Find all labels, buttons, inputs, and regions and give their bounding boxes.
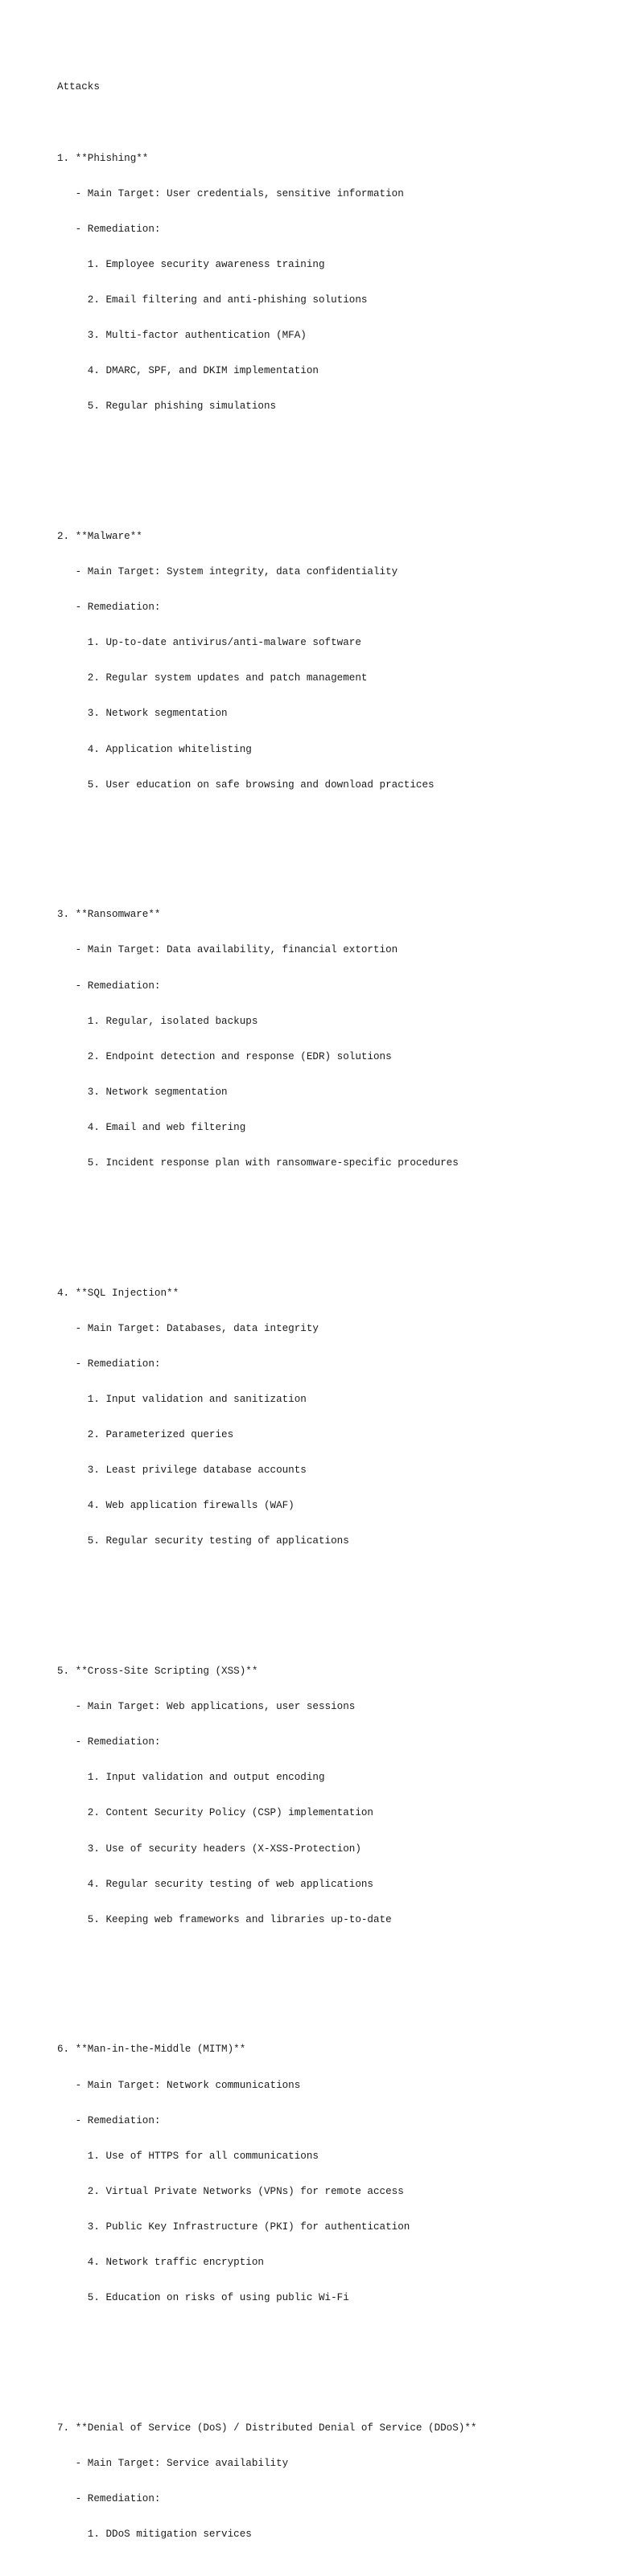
remediation-item: 3. Network segmentation bbox=[57, 1086, 228, 1098]
remediation-label: - Remediation: bbox=[57, 980, 161, 992]
attack-title: 6. **Man-in-the-Middle (MITM)** bbox=[57, 2044, 246, 2056]
blank-line bbox=[57, 838, 602, 850]
blank-line bbox=[57, 1595, 602, 1607]
remediation-item: 1. DDoS mitigation services bbox=[57, 2529, 252, 2541]
remediation-item: 2. Parameterized queries bbox=[57, 1429, 234, 1441]
document-page bbox=[57, 58, 602, 2576]
remediation-item: 5. Regular security testing of applications bbox=[57, 1535, 349, 1547]
remediation-item: 3. Network segmentation bbox=[57, 708, 228, 720]
remediation-label: - Remediation: bbox=[57, 1736, 161, 1748]
remediation-label: - Remediation: bbox=[57, 2492, 161, 2504]
remediation-item: 1. Input validation and output encoding bbox=[57, 1772, 325, 1784]
attack-section-malware bbox=[57, 507, 602, 815]
main-target: - Main Target: User credentials, sensitive information bbox=[57, 187, 404, 199]
remediation-item: 2. Regular system updates and patch management bbox=[57, 672, 368, 684]
attack-section-ransomware bbox=[57, 885, 602, 1193]
remediation-item: 4. Web application firewalls (WAF) bbox=[57, 1500, 295, 1512]
remediation-item: 2. Email filtering and anti-phishing solutions bbox=[57, 294, 368, 306]
remediation-item: 3. Public Key Infrastructure (PKI) for authentication bbox=[57, 2221, 410, 2233]
attack-section-ddos bbox=[57, 2398, 602, 2564]
main-target: - Main Target: Network communications bbox=[57, 2079, 301, 2091]
main-target: - Main Target: Service availability bbox=[57, 2457, 289, 2469]
blank-line bbox=[57, 460, 602, 472]
attack-section-mitm bbox=[57, 2020, 602, 2327]
remediation-item: 3. Multi-factor authentication (MFA) bbox=[57, 330, 307, 342]
remediation-item: 4. Network traffic encryption bbox=[57, 2256, 264, 2268]
blank-line bbox=[57, 2352, 602, 2364]
blank-line bbox=[57, 1973, 602, 1985]
remediation-label: - Remediation: bbox=[57, 2114, 161, 2126]
remediation-label: - Remediation: bbox=[57, 1358, 161, 1370]
attack-section-phishing bbox=[57, 129, 602, 436]
remediation-item: 1. Employee security awareness training bbox=[57, 258, 325, 270]
remediation-item: 5. Education on risks of using public Wi-Fi bbox=[57, 2292, 349, 2304]
blank-line bbox=[57, 1216, 602, 1228]
attack-title: 5. **Cross-Site Scripting (XSS)** bbox=[57, 1666, 258, 1678]
remediation-item: 2. Virtual Private Networks (VPNs) for remote access bbox=[57, 2185, 404, 2197]
document-heading: Attacks bbox=[57, 81, 100, 93]
remediation-item: 1. Input validation and sanitization bbox=[57, 1393, 307, 1405]
remediation-item: 1. Use of HTTPS for all communications bbox=[57, 2150, 319, 2162]
remediation-item: 4. Regular security testing of web applications bbox=[57, 1878, 373, 1890]
main-target: - Main Target: System integrity, data confidentiality bbox=[57, 566, 398, 578]
attack-title: 3. **Ransomware** bbox=[57, 909, 161, 921]
remediation-item: 5. User education on safe browsing and download practices bbox=[57, 779, 435, 791]
remediation-item: 1. Regular, isolated backups bbox=[57, 1015, 258, 1027]
remediation-item: 2. Endpoint detection and response (EDR) solutions bbox=[57, 1050, 392, 1062]
attack-title: 4. **SQL Injection** bbox=[57, 1287, 179, 1299]
attack-title: 2. **Malware** bbox=[57, 530, 142, 542]
remediation-item: 4. Email and web filtering bbox=[57, 1121, 246, 1133]
remediation-item: 1. Up-to-date antivirus/anti-malware software bbox=[57, 637, 361, 649]
attack-title: 7. **Denial of Service (DoS) / Distributed Denial of Service (DDoS)** bbox=[57, 2422, 477, 2434]
remediation-label: - Remediation: bbox=[57, 223, 161, 235]
remediation-item: 2. Content Security Policy (CSP) implementation bbox=[57, 1807, 373, 1819]
remediation-item: 3. Least privilege database accounts bbox=[57, 1465, 307, 1477]
attack-section-sql-injection bbox=[57, 1263, 602, 1571]
attack-section-xss bbox=[57, 1642, 602, 1949]
remediation-item: 4. Application whitelisting bbox=[57, 743, 252, 755]
remediation-item: 5. Keeping web frameworks and libraries up-to-date bbox=[57, 1913, 392, 1925]
main-target: - Main Target: Web applications, user sessions bbox=[57, 1701, 356, 1713]
main-target: - Main Target: Data availability, financial extortion bbox=[57, 944, 398, 956]
main-target: - Main Target: Databases, data integrity bbox=[57, 1322, 319, 1334]
remediation-item: 5. Regular phishing simulations bbox=[57, 401, 277, 413]
remediation-item: 5. Incident response plan with ransomware-specific procedures bbox=[57, 1157, 459, 1169]
remediation-item: 4. DMARC, SPF, and DKIM implementation bbox=[57, 365, 319, 377]
remediation-item: 3. Use of security headers (X-XSS-Protection) bbox=[57, 1843, 361, 1855]
remediation-label: - Remediation: bbox=[57, 602, 161, 614]
attack-title: 1. **Phishing** bbox=[57, 152, 149, 164]
